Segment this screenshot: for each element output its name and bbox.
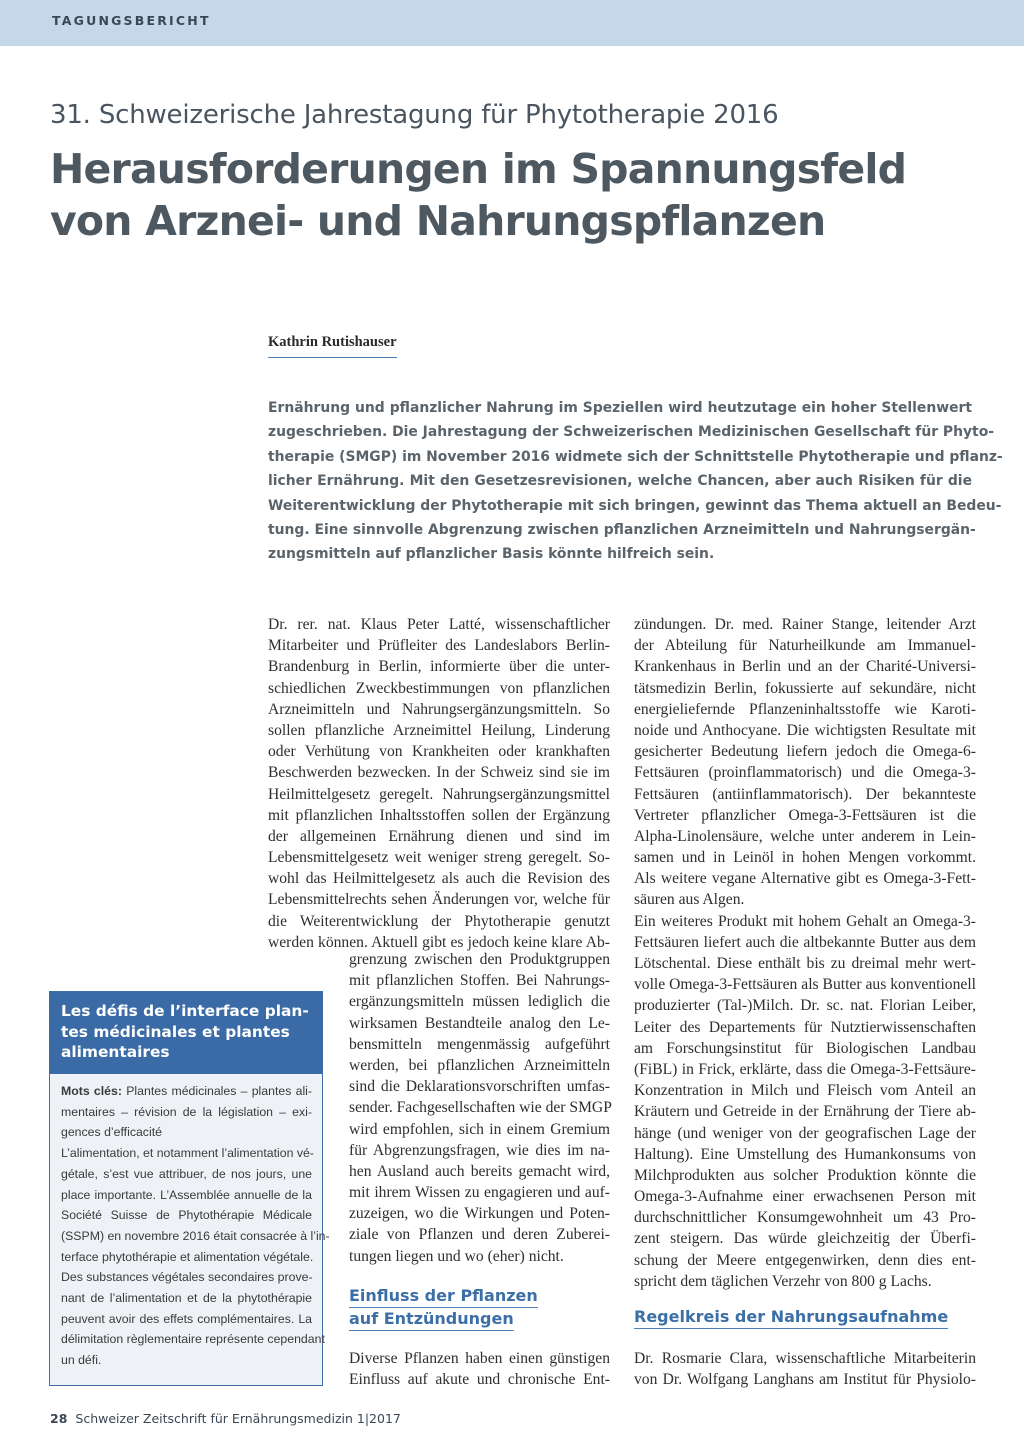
body-line: (FiBL) in Frick, erklärte, dass die Omega-3-Fettsäure- xyxy=(634,1060,976,1078)
body-line: tätsmedizin Berlin, fokussierte auf sekundäre, nicht xyxy=(634,679,976,697)
body-line: säuren aus Algen. xyxy=(634,891,745,909)
body-line: noide und Anthocyane. Die wichtigsten Resultate mit xyxy=(634,721,976,739)
body-line: mit ihrem Wissen zu engagieren und auf- xyxy=(349,1184,610,1202)
summary-title-line: alimentaires xyxy=(61,1043,170,1061)
body-line: ergänzungsmitteln müssen lediglich die xyxy=(349,993,610,1011)
summary-title-line: tes médicinales et plantes xyxy=(61,1022,290,1041)
body-line: Ein weiteres Produkt mit hohem Gehalt an Omega-3- xyxy=(634,912,976,930)
body-line: werden können. Aktuell gibt es jedoch keine klare Ab- xyxy=(268,933,610,951)
body-line: Heilmittelgesetz geregelt. Nahrungsergänzungsmittel xyxy=(268,785,610,803)
body-line: Fettsäuren (proinflammatorisch) und die Omega-3- xyxy=(634,764,976,782)
summary-line: gétale, s’est vue attribuer, de nos jours, une xyxy=(61,1166,312,1181)
body-line: sollen pflanzliche Arzneimittel Heilung, Linderung xyxy=(268,721,610,739)
body-line: gesicherter Bedeutung liefern jedoch die Omega-6- xyxy=(634,743,976,761)
summary-line: (SSPM) en novembre 2016 était consacrée à l’in- xyxy=(61,1228,330,1243)
journal-title: Schweizer Zeitschrift für Ernährungsmedizin 1|2017 xyxy=(75,1411,401,1426)
body-column-2-section xyxy=(634,1348,976,1390)
body-line: sind die Deklarationsvorschriften umfas- xyxy=(349,1078,610,1096)
body-line: Fettsäuren liefert auch die altbekannte Butter aus dem xyxy=(634,933,976,951)
body-line: hen Ausland auch bereits gemacht wird, xyxy=(349,1162,610,1180)
subheading-line: auf Entzündungen xyxy=(349,1308,514,1331)
page-number: 28 xyxy=(50,1411,68,1426)
body-line: Kräutern und Getreide in der Ernährung der Tiere ab- xyxy=(634,1103,976,1121)
summary-line: un défi. xyxy=(61,1353,102,1368)
subheading-regelkreis xyxy=(634,1306,948,1329)
article-headline xyxy=(50,143,980,247)
body-line: zent steigern. Das würde gleichzeitig der Überfi- xyxy=(634,1230,976,1248)
body-line: wirksamen Bestandteile analog den Le- xyxy=(349,1014,610,1032)
body-line: zuzeigen, wo die Wirkungen und Poten- xyxy=(349,1205,610,1223)
body-column-1-section xyxy=(349,1348,610,1390)
body-line: Arzneimitteln und Nahrungsergänzungsmitteln. So xyxy=(268,700,610,718)
body-column-1 xyxy=(268,614,610,953)
body-line: schiedlichen Zweckbestimmungen von pflanzlichen xyxy=(268,679,610,697)
summary-line: terface phytothérapie et alimentation végétale. xyxy=(61,1249,314,1264)
article-author: Kathrin Rutishauser xyxy=(268,334,397,358)
body-line: Dr. Rosmarie Clara, wissenschaftliche Mitarbeiterin xyxy=(634,1350,976,1367)
body-line: Beschwerden bezwecken. In der Schweiz sind sie im xyxy=(268,764,610,782)
body-line: Brandenburg in Berlin, informierte über die unter- xyxy=(268,658,610,676)
body-line: von Dr. Wolfgang Langhans am Institut für Physiolo- xyxy=(634,1371,976,1389)
body-column-1-continued xyxy=(349,949,610,1267)
body-line: Lötschental. Diese enthält bis zu dreimal mehr wert- xyxy=(634,955,976,972)
headline-line: Herausforderungen im Spannungsfeld xyxy=(50,145,907,193)
body-line: volle Omega-3-Fettsäuren als Butter aus konventionell xyxy=(634,976,976,994)
summary-line: nant de l’alimentation et de la phytothérapie xyxy=(61,1291,312,1306)
body-line: schung der Meere entgegenwirken, denn dies ent- xyxy=(634,1251,976,1269)
french-summary-box xyxy=(49,991,330,1386)
page-footer xyxy=(50,1411,401,1426)
body-line: Als weitere vegane Alternative gibt es Omega-3-Fett- xyxy=(634,870,976,888)
summary-line: délimitation règlementaire représente cependant xyxy=(61,1332,325,1347)
lead-line: Ernährung und pflanzlicher Nahrung im Speziellen wird heutzutage ein hoher Stellenwert xyxy=(268,400,972,416)
summary-line: L’alimentation, et notamment l’alimentation vé- xyxy=(61,1146,314,1161)
body-line: Milchprodukten aus solcher Produktion könnte die xyxy=(634,1166,976,1184)
body-line: Lebensmittelgesetz weit weniger streng geregelt. So- xyxy=(268,849,610,867)
summary-line: peuvent avoir des effets complémentaires. La xyxy=(61,1311,312,1326)
body-line: wohl das Heilmittelgesetz als auch die Revision des xyxy=(268,870,610,888)
summary-body xyxy=(50,1074,330,1371)
summary-line: gences d’efficacité xyxy=(61,1125,162,1140)
body-line: Leiter des Departements für Nutztierwissenschaften xyxy=(634,1018,976,1036)
body-line: tungen liegen und wo (eher) nicht. xyxy=(349,1247,564,1265)
body-line: durchschnittlicher Konsumgewohnheit um 43 Pro- xyxy=(634,1209,976,1227)
body-line: für Abgrenzungsfragen, wie dies im na- xyxy=(349,1141,610,1159)
body-line: zündungen. Dr. med. Rainer Stange, leitender Arzt xyxy=(634,616,976,633)
body-line: der allgemeinen Ernährung dienen und sind im xyxy=(268,827,610,845)
body-line: Alpha-Linolensäure, welche unter anderem in Lein- xyxy=(634,827,976,845)
body-line: Mitarbeiter und Prüfleiter des Landeslabors Berlin- xyxy=(268,637,610,655)
summary-line: Société Suisse de Phytothérapie Médicale xyxy=(61,1208,312,1223)
body-line: Vertreter pflanzlicher Omega-3-Fettsäuren ist die xyxy=(634,806,976,824)
summary-line: Plantes médicinales – plantes ali- xyxy=(121,1084,313,1098)
headline-line: von Arznei- und Nahrungspflanzen xyxy=(50,197,826,245)
summary-line: Des substances végétales secondaires prove- xyxy=(61,1270,313,1285)
article-supertitle: 31. Schweizerische Jahrestagung für Phytotherapie 2016 xyxy=(50,100,779,130)
section-label: TAGUNGSBERICHT xyxy=(52,13,211,28)
body-line: Omega-3-Aufnahme einer erwachsenen Person mit xyxy=(634,1188,976,1206)
body-line: der Abteilung für Naturheilkunde am Immanuel- xyxy=(634,637,976,655)
subheading-line: Regelkreis der Nahrungsaufnahme xyxy=(634,1306,948,1329)
body-line: spricht dem täglichen Verzehr von 800 g Lachs. xyxy=(634,1272,932,1290)
body-line: Diverse Pflanzen haben einen günstigen xyxy=(349,1350,610,1367)
body-line: energieliefernde Pflanzeninhaltsstoffe wie Karoti- xyxy=(634,700,976,718)
lead-line: zugeschrieben. Die Jahrestagung der Schweizerischen Medizinischen Gesellschaft für Phyto- xyxy=(268,424,994,441)
article-lead xyxy=(268,396,1003,567)
body-line: produzierter (Tal-)Milch. Dr. sc. nat. Florian Leiber, xyxy=(634,997,976,1015)
summary-line: place importante. L’Assemblée annuelle de la xyxy=(61,1187,312,1202)
body-line: Krankenhaus in Berlin und an der Charité-Universi- xyxy=(634,658,976,676)
lead-line: zungsmitteln auf pflanzlicher Basis könnte hilfreich sein. xyxy=(268,546,715,563)
body-line: werden, bei pflanzlichen Arzneimitteln xyxy=(349,1056,610,1074)
body-line: Dr. rer. nat. Klaus Peter Latté, wissenschaftlicher xyxy=(268,616,610,633)
lead-line: therapie (SMGP) im November 2016 widmete sich der Schnittstelle Phytotherapie und pflanz- xyxy=(268,448,1003,465)
keywords-label: Mots clés: xyxy=(61,1084,122,1098)
body-line: Konzentration in Milch und Fleisch vom Anteil an xyxy=(634,1082,976,1100)
body-line: samen und in Leinöl in hohen Mengen vorkommt. xyxy=(634,849,976,867)
subheading-einfluss xyxy=(349,1285,538,1331)
body-line: bensmitteln mengenmässig aufgeführt xyxy=(349,1035,610,1053)
body-line: Haltung). Eine Umstellung des Humankonsums von xyxy=(634,1145,976,1163)
lead-line: licher Ernährung. Mit den Gesetzesrevisionen, welche Chancen, aber auch Risiken für die xyxy=(268,473,972,490)
body-line: mit pflanzlichen Stoffen. Bei Nahrungs- xyxy=(349,972,610,990)
body-line: ziale von Pflanzen und deren Zuberei- xyxy=(349,1226,610,1244)
summary-title-line: Les défis de l’interface plan- xyxy=(61,1002,309,1020)
lead-line: Weiterentwicklung der Phytotherapie mit sich bringen, gewinnt das Thema aktuell an Bedeu- xyxy=(268,497,1002,514)
section-header-bar xyxy=(0,0,1024,46)
body-line: die Weiterentwicklung der Phytotherapie genutzt xyxy=(268,912,610,930)
body-line: mit pflanzlichen Inhaltsstoffen sollen der Ergänzung xyxy=(268,806,610,824)
summary-line: mentaires – révision de la législation – exi- xyxy=(61,1104,312,1119)
body-column-2 xyxy=(634,614,976,1292)
body-line: am Forschungsinstitut für Biologischen Landbau xyxy=(634,1039,976,1057)
body-line: hänge (und weniger von der geografischen Lage der xyxy=(634,1124,976,1142)
body-line: Lebensmittelrechts sehen Änderungen vor, welche für xyxy=(268,891,610,909)
body-line: Fettsäuren (antiinflammatorisch). Der bekannteste xyxy=(634,785,976,803)
body-line: grenzung zwischen den Produktgruppen xyxy=(349,951,610,968)
body-line: Einfluss auf akute und chronische Ent- xyxy=(349,1371,610,1389)
subheading-line: Einfluss der Pflanzen xyxy=(349,1285,538,1308)
body-line: oder Verhütung von Krankheiten oder krankhaften xyxy=(268,743,610,761)
body-line: sender. Fachgesellschaften wie der SMGP xyxy=(349,1099,612,1117)
body-line: wird empfohlen, sich in einem Gremium xyxy=(349,1120,610,1138)
lead-line: tung. Eine sinnvolle Abgrenzung zwischen pflanzlichen Arzneimitteln und Nahrungsergän- xyxy=(268,522,976,539)
summary-title xyxy=(50,992,322,1074)
